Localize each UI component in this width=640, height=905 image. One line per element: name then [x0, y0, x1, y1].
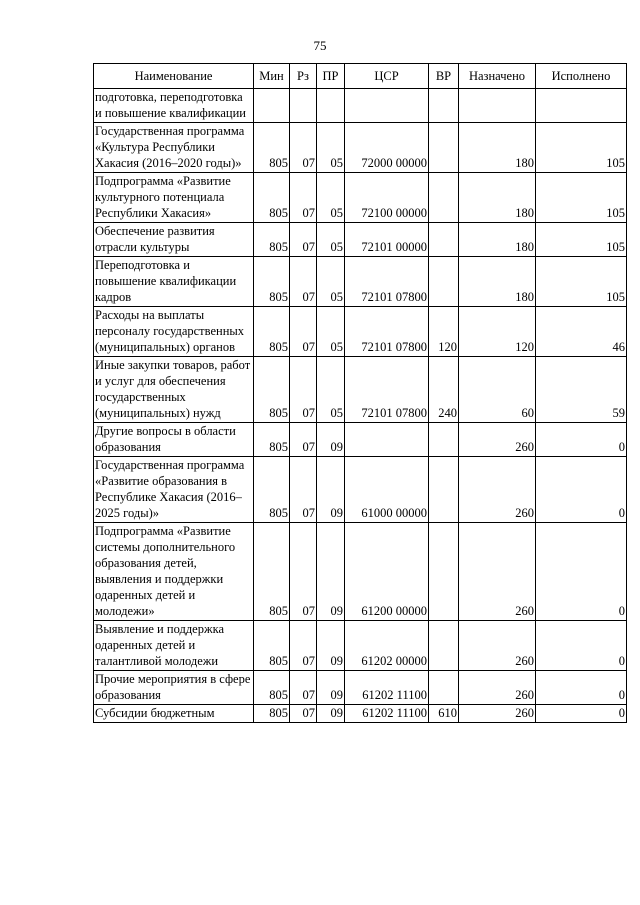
page-number: 75: [313, 38, 327, 53]
cell-naznacheno: 260: [459, 671, 536, 705]
table-row: [94, 257, 627, 307]
cell-naznacheno: 260: [459, 423, 536, 457]
cell-min: 805: [254, 307, 290, 357]
cell-name: Иные закупки товаров, работ и услуг для обеспечения государственных (муниципальных) нужд: [94, 357, 254, 423]
cell-name: Выявление и поддержка одаренных детей и талантливой молодежи: [94, 621, 254, 671]
cell-rz: 07: [290, 123, 317, 173]
cell-ispolneno: 0: [536, 523, 627, 621]
cell-pr: 09: [317, 523, 345, 621]
cell-pr: [317, 89, 345, 123]
column-header-csr: ЦСР: [345, 64, 429, 89]
cell-pr: 05: [317, 357, 345, 423]
cell-rz: 07: [290, 307, 317, 357]
cell-ispolneno: 0: [536, 705, 627, 723]
cell-rz: [290, 89, 317, 123]
cell-min: 805: [254, 621, 290, 671]
cell-pr: 09: [317, 423, 345, 457]
cell-ispolneno: 105: [536, 123, 627, 173]
cell-vr: 240: [429, 357, 459, 423]
cell-csr: 72101 07800: [345, 257, 429, 307]
cell-name: Прочие мероприятия в сфере образования: [94, 671, 254, 705]
cell-ispolneno: 59: [536, 357, 627, 423]
cell-naznacheno: 260: [459, 621, 536, 671]
cell-min: 805: [254, 457, 290, 523]
cell-vr: [429, 89, 459, 123]
table-row: [94, 705, 627, 723]
cell-min: 805: [254, 357, 290, 423]
cell-csr: [345, 423, 429, 457]
cell-vr: 120: [429, 307, 459, 357]
table-row: [94, 89, 627, 123]
cell-vr: [429, 223, 459, 257]
column-header-pr: ПР: [317, 64, 345, 89]
cell-ispolneno: [536, 89, 627, 123]
cell-rz: 07: [290, 523, 317, 621]
cell-ispolneno: 105: [536, 257, 627, 307]
cell-vr: [429, 123, 459, 173]
cell-min: [254, 89, 290, 123]
cell-name: Подпрограмма «Развитие системы дополнительного образования детей, выявления и поддержки одаренных детей и молодежи»: [94, 523, 254, 621]
cell-csr: 61202 00000: [345, 621, 429, 671]
cell-csr: 61000 00000: [345, 457, 429, 523]
cell-rz: 07: [290, 671, 317, 705]
cell-csr: 72101 07800: [345, 357, 429, 423]
cell-naznacheno: 180: [459, 257, 536, 307]
cell-pr: 09: [317, 457, 345, 523]
cell-rz: 07: [290, 173, 317, 223]
cell-min: 805: [254, 123, 290, 173]
cell-vr: [429, 671, 459, 705]
cell-vr: [429, 457, 459, 523]
cell-csr: 61202 11100: [345, 671, 429, 705]
column-header-naznacheno: Назначено: [459, 64, 536, 89]
cell-vr: [429, 173, 459, 223]
cell-rz: 07: [290, 457, 317, 523]
cell-pr: 05: [317, 173, 345, 223]
cell-csr: 61200 00000: [345, 523, 429, 621]
column-header-rz: Рз: [290, 64, 317, 89]
table-row: [94, 173, 627, 223]
cell-min: 805: [254, 223, 290, 257]
cell-pr: 09: [317, 705, 345, 723]
cell-ispolneno: 105: [536, 173, 627, 223]
cell-pr: 09: [317, 671, 345, 705]
cell-naznacheno: 180: [459, 223, 536, 257]
cell-vr: [429, 523, 459, 621]
cell-rz: 07: [290, 423, 317, 457]
table-row: [94, 457, 627, 523]
cell-min: 805: [254, 705, 290, 723]
cell-csr: 72101 00000: [345, 223, 429, 257]
table-row: [94, 123, 627, 173]
cell-name: Обеспечение развития отрасли культуры: [94, 223, 254, 257]
cell-csr: 72101 07800: [345, 307, 429, 357]
cell-rz: 07: [290, 621, 317, 671]
column-header-ispolneno: Исполнено: [536, 64, 627, 89]
cell-naznacheno: 60: [459, 357, 536, 423]
cell-pr: 05: [317, 123, 345, 173]
budget-table: [93, 63, 627, 723]
cell-rz: 07: [290, 223, 317, 257]
cell-vr: [429, 423, 459, 457]
column-header-min: Мин: [254, 64, 290, 89]
cell-name: Государственная программа «Культура Республики Хакасия (2016–2020 годы)»: [94, 123, 254, 173]
cell-name: Подпрограмма «Развитие культурного потенциала Республики Хакасия»: [94, 173, 254, 223]
cell-ispolneno: 0: [536, 671, 627, 705]
cell-pr: 05: [317, 257, 345, 307]
cell-naznacheno: 260: [459, 457, 536, 523]
cell-pr: 05: [317, 223, 345, 257]
cell-vr: [429, 621, 459, 671]
cell-naznacheno: 180: [459, 173, 536, 223]
cell-min: 805: [254, 523, 290, 621]
cell-pr: 09: [317, 621, 345, 671]
cell-csr: 72100 00000: [345, 173, 429, 223]
table-row: [94, 223, 627, 257]
cell-pr: 05: [317, 307, 345, 357]
table-row: [94, 523, 627, 621]
cell-ispolneno: 46: [536, 307, 627, 357]
cell-name: Расходы на выплаты персоналу государственных (муниципальных) органов: [94, 307, 254, 357]
cell-ispolneno: 105: [536, 223, 627, 257]
cell-csr: [345, 89, 429, 123]
cell-rz: 07: [290, 357, 317, 423]
cell-name: Переподготовка и повышение квалификации кадров: [94, 257, 254, 307]
cell-naznacheno: [459, 89, 536, 123]
cell-vr: [429, 257, 459, 307]
cell-ispolneno: 0: [536, 423, 627, 457]
column-header-vr: ВР: [429, 64, 459, 89]
column-header-name: Наименование: [94, 64, 254, 89]
cell-name: подготовка, переподготовка и повышение квалификации: [94, 89, 254, 123]
table-header-row: [94, 64, 627, 89]
cell-name: Другие вопросы в области образования: [94, 423, 254, 457]
cell-vr: 610: [429, 705, 459, 723]
cell-naznacheno: 120: [459, 307, 536, 357]
cell-naznacheno: 180: [459, 123, 536, 173]
table-row: [94, 357, 627, 423]
table-row: [94, 423, 627, 457]
cell-name: Государственная программа «Развитие образования в Республике Хакасия (2016–2025 годы)»: [94, 457, 254, 523]
table-row: [94, 621, 627, 671]
cell-csr: 72000 00000: [345, 123, 429, 173]
cell-min: 805: [254, 671, 290, 705]
cell-name: Субсидии бюджетным: [94, 705, 254, 723]
cell-ispolneno: 0: [536, 457, 627, 523]
cell-rz: 07: [290, 257, 317, 307]
cell-naznacheno: 260: [459, 523, 536, 621]
cell-csr: 61202 11100: [345, 705, 429, 723]
table-row: [94, 671, 627, 705]
cell-min: 805: [254, 423, 290, 457]
cell-min: 805: [254, 257, 290, 307]
cell-naznacheno: 260: [459, 705, 536, 723]
cell-min: 805: [254, 173, 290, 223]
cell-ispolneno: 0: [536, 621, 627, 671]
table-row: [94, 307, 627, 357]
cell-rz: 07: [290, 705, 317, 723]
